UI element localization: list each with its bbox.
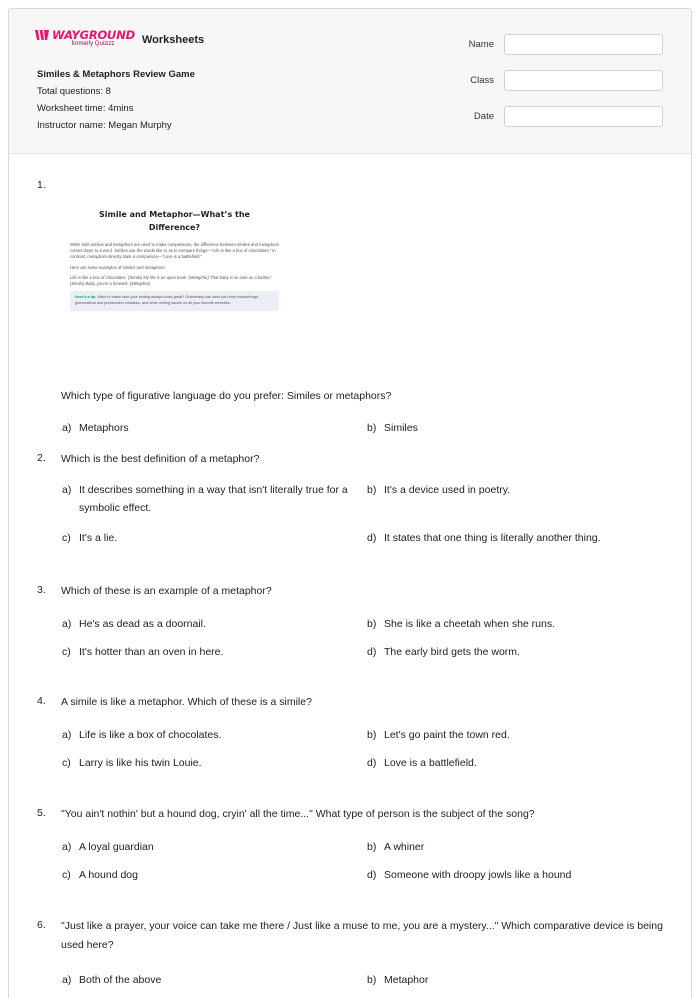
question-number: 5. [37,807,46,819]
question-number: 6. [37,919,46,931]
name-field[interactable] [504,34,663,55]
name-row [469,34,663,55]
option-b[interactable]: b) It's a device used in poetry. [367,484,511,496]
question-image [67,206,282,381]
logo-word: WAYGROUND [52,28,135,42]
worksheet-header [9,9,691,154]
worksheet-meta [37,66,195,134]
option-b[interactable]: b) Metaphor [367,974,429,986]
wayground-logo [35,28,135,47]
question-text: "Just like a prayer, your voice can take me there / Just like a muse to me, you are a mystery..." Which comparative device is being used here? [61,920,663,951]
option-d[interactable]: d) Love is a battlefield. [367,757,477,769]
image-paragraph: Here are some examples of similes and metaphors: [70,264,166,270]
class-label: Class [470,75,494,86]
option-a[interactable]: a) He's as dead as a doornail. [62,618,206,630]
total-questions: Total questions: 8 [37,86,111,97]
logo-subtitle: formerly Quizizz [71,41,115,47]
worksheet-time: Worksheet time: 4mins [37,103,134,114]
brand [35,28,204,47]
tip-lead: Here’s a tip: [75,295,97,300]
question-text: "You ain't nothin' but a hound dog, cryin' all the time..." What type of person is the subject of the song? [61,808,535,820]
option-c[interactable]: c) A hound dog [62,869,138,881]
question-text: Which is the best definition of a metaphor? [61,453,260,465]
question-number: 4. [37,695,46,707]
image-tip-box [70,291,279,311]
option-c[interactable]: c) It's hotter than an oven in here. [62,646,224,658]
option-a[interactable]: a) It describes something in a way that isn't literally true for a symbolic effect. [62,484,348,514]
worksheet-page [8,8,692,998]
class-field[interactable] [504,70,663,91]
option-d[interactable]: d) It states that one thing is literally another thing. [367,532,601,544]
option-b[interactable]: b) Similes [367,422,418,434]
question-number: 2. [37,452,46,464]
question-text: A simile is like a metaphor. Which of these is a simile? [61,696,312,708]
option-b[interactable]: b) A whiner [367,841,425,853]
option-b[interactable]: b) She is like a cheetah when she runs. [367,618,556,630]
question-text: Which type of figurative language do you prefer: Similes or metaphors? [61,390,392,402]
option-a[interactable]: a) Life is like a box of chocolates. [62,729,222,741]
option-b[interactable]: b) Let's go paint the town red. [367,729,510,741]
option-a[interactable]: a) Both of the above [62,974,162,986]
name-label: Name [468,39,494,50]
worksheet-title: Similes & Metaphors Review Game [37,69,195,80]
question-number: 1. [37,179,46,191]
image-paragraph: Life is like a box of chocolates. (Simile) My life is an open book. (Metaphor) That baby is as cute as a button! (Simile) Baby, you’re a firework. (Metaphor) [70,274,271,287]
date-field[interactable] [504,106,663,127]
option-d[interactable]: d) Someone with droopy jowls like a hound [367,869,572,881]
option-a[interactable]: a) Metaphors [62,422,129,434]
tip-text: Want to make sure your writing always looks great? Grammarly can save you from misspellings, grammatical and punctuation mistakes, and other writing issues on all your favorite websites. [75,295,259,306]
question-number: 3. [37,584,46,596]
student-fields [469,34,663,142]
date-label: Date [473,111,494,122]
instructor-name: Instructor name: Megan Murphy [37,120,172,131]
option-a[interactable]: a) A loyal guardian [62,841,154,853]
image-title: Simile and Metaphor—What’s the Difference? [99,210,250,232]
class-row [469,70,663,91]
brand-title: Worksheets [141,34,205,46]
image-paragraph: While both similes and metaphors are used to make comparisons, the difference between similes and metaphors comes down to a word. Similes use the words like or as to compare things—“Life is like a box of chocolates.” In contrast, metaphors directly state a comparison—“Love is a battlefield.” [70,242,279,260]
question-text: Which of these is an example of a metaphor? [61,585,272,597]
option-c[interactable]: c) Larry is like his twin Louie. [62,757,202,769]
logo-mark-icon [35,29,49,41]
option-c[interactable]: c) It's a lie. [62,532,118,544]
option-d[interactable]: d) The early bird gets the worm. [367,646,520,658]
date-row [469,106,663,127]
